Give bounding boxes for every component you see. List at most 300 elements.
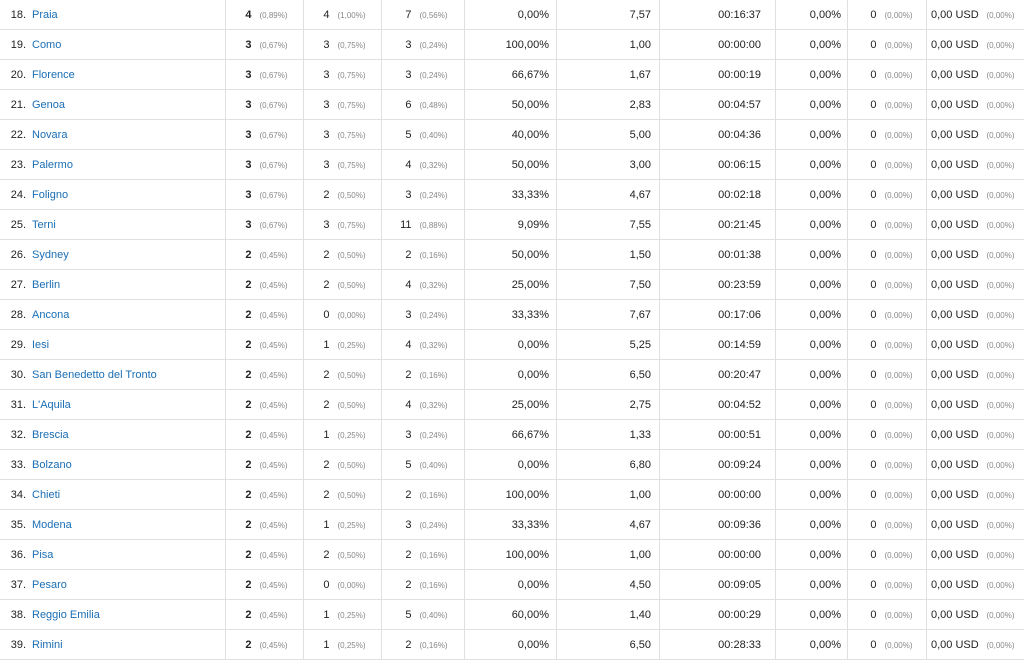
goal-value: 0,00 USD: [927, 30, 983, 60]
new-users-value: 3: [304, 90, 334, 120]
users-percent: (0,67%): [256, 60, 304, 90]
city-link[interactable]: Berlin: [32, 278, 61, 291]
goal-completions-value: 0: [848, 120, 881, 150]
goal-completions-percent: (0,00%): [881, 480, 927, 510]
table-row: [0, 540, 1024, 570]
new-users-percent: (1,00%): [334, 0, 382, 30]
session-duration: 00:09:24: [660, 450, 776, 480]
city-link[interactable]: Florence: [32, 68, 75, 81]
sessions-value: 4: [382, 390, 416, 420]
row-rank: 20.: [0, 60, 32, 90]
users-percent: (0,45%): [256, 270, 304, 300]
new-users-value: 1: [304, 600, 334, 630]
table-row: [0, 480, 1024, 510]
goal-value-percent: (0,00%): [983, 120, 1024, 150]
city-cell: [32, 180, 226, 210]
table-row: [0, 30, 1024, 60]
users-value: 3: [226, 60, 256, 90]
goal-completions-percent: (0,00%): [881, 360, 927, 390]
conversion-rate: 0,00%: [776, 0, 848, 30]
conversion-rate: 0,00%: [776, 360, 848, 390]
bounce-rate: 66,67%: [465, 420, 557, 450]
city-cell: [32, 300, 226, 330]
goal-value-percent: (0,00%): [983, 30, 1024, 60]
users-percent: (0,45%): [256, 600, 304, 630]
new-users-value: 2: [304, 240, 334, 270]
session-duration: 00:20:47: [660, 360, 776, 390]
table-row: [0, 90, 1024, 120]
sessions-value: 3: [382, 420, 416, 450]
city-link[interactable]: Modena: [32, 518, 72, 531]
goal-completions-value: 0: [848, 570, 881, 600]
new-users-percent: (0,75%): [334, 210, 382, 240]
new-users-percent: (0,50%): [334, 450, 382, 480]
city-link[interactable]: Praia: [32, 8, 58, 21]
new-users-percent: (0,50%): [334, 180, 382, 210]
new-users-value: 4: [304, 0, 334, 30]
goal-completions-percent: (0,00%): [881, 600, 927, 630]
session-duration: 00:00:51: [660, 420, 776, 450]
goal-completions-percent: (0,00%): [881, 540, 927, 570]
city-cell: [32, 570, 226, 600]
sessions-percent: (0,16%): [416, 540, 465, 570]
goal-value-percent: (0,00%): [983, 420, 1024, 450]
city-link[interactable]: Bolzano: [32, 458, 72, 471]
goal-completions-value: 0: [848, 360, 881, 390]
bounce-rate: 100,00%: [465, 30, 557, 60]
sessions-percent: (0,40%): [416, 450, 465, 480]
goal-completions-value: 0: [848, 240, 881, 270]
bounce-rate: 25,00%: [465, 270, 557, 300]
sessions-percent: (0,16%): [416, 360, 465, 390]
city-cell: [32, 360, 226, 390]
sessions-value: 5: [382, 450, 416, 480]
city-link[interactable]: Chieti: [32, 488, 61, 501]
pages-per-session: 6,50: [557, 630, 660, 660]
conversion-rate: 0,00%: [776, 240, 848, 270]
goal-value: 0,00 USD: [927, 390, 983, 420]
new-users-value: 2: [304, 450, 334, 480]
table-row: [0, 300, 1024, 330]
pages-per-session: 1,00: [557, 480, 660, 510]
goal-value: 0,00 USD: [927, 510, 983, 540]
goal-completions-value: 0: [848, 180, 881, 210]
city-link[interactable]: Pisa: [32, 548, 54, 561]
sessions-value: 2: [382, 360, 416, 390]
new-users-percent: (0,50%): [334, 240, 382, 270]
users-value: 3: [226, 30, 256, 60]
sessions-value: 4: [382, 330, 416, 360]
table-row: [0, 60, 1024, 90]
row-rank: 32.: [0, 420, 32, 450]
pages-per-session: 1,67: [557, 60, 660, 90]
users-value: 2: [226, 390, 256, 420]
new-users-value: 3: [304, 60, 334, 90]
city-link[interactable]: Rimini: [32, 638, 63, 651]
pages-per-session: 1,00: [557, 540, 660, 570]
sessions-percent: (0,40%): [416, 120, 465, 150]
sessions-value: 6: [382, 90, 416, 120]
pages-per-session: 1,50: [557, 240, 660, 270]
row-rank: 22.: [0, 120, 32, 150]
city-cell: [32, 30, 226, 60]
goal-value-percent: (0,00%): [983, 360, 1024, 390]
city-link[interactable]: L'Aquila: [32, 398, 71, 411]
city-cell: [32, 120, 226, 150]
sessions-percent: (0,24%): [416, 30, 465, 60]
users-percent: (0,45%): [256, 330, 304, 360]
conversion-rate: 0,00%: [776, 480, 848, 510]
new-users-value: 2: [304, 390, 334, 420]
goal-completions-value: 0: [848, 30, 881, 60]
new-users-percent: (0,25%): [334, 630, 382, 660]
new-users-percent: (0,25%): [334, 600, 382, 630]
goal-value: 0,00 USD: [927, 60, 983, 90]
sessions-value: 3: [382, 510, 416, 540]
row-rank: 19.: [0, 30, 32, 60]
bounce-rate: 40,00%: [465, 120, 557, 150]
table-row: [0, 330, 1024, 360]
city-link[interactable]: Novara: [32, 128, 68, 141]
city-link[interactable]: Palermo: [32, 158, 73, 171]
city-link[interactable]: Como: [32, 38, 62, 51]
goal-value: 0,00 USD: [927, 480, 983, 510]
new-users-value: 2: [304, 360, 334, 390]
users-percent: (0,45%): [256, 540, 304, 570]
sessions-value: 3: [382, 300, 416, 330]
sessions-value: 2: [382, 570, 416, 600]
row-rank: 27.: [0, 270, 32, 300]
bounce-rate: 0,00%: [465, 330, 557, 360]
goal-value-percent: (0,00%): [983, 540, 1024, 570]
city-link[interactable]: San Benedetto del Tronto: [32, 368, 157, 381]
sessions-percent: (0,24%): [416, 510, 465, 540]
conversion-rate: 0,00%: [776, 570, 848, 600]
sessions-value: 4: [382, 270, 416, 300]
goal-completions-value: 0: [848, 630, 881, 660]
sessions-percent: (0,48%): [416, 90, 465, 120]
users-value: 2: [226, 570, 256, 600]
table-row: [0, 510, 1024, 540]
goal-value-percent: (0,00%): [983, 90, 1024, 120]
goal-value: 0,00 USD: [927, 90, 983, 120]
users-value: 3: [226, 120, 256, 150]
pages-per-session: 6,80: [557, 450, 660, 480]
row-rank: 35.: [0, 510, 32, 540]
row-rank: 18.: [0, 0, 32, 30]
session-duration: 00:16:37: [660, 0, 776, 30]
sessions-percent: (0,40%): [416, 600, 465, 630]
bounce-rate: 33,33%: [465, 180, 557, 210]
users-percent: (0,67%): [256, 180, 304, 210]
row-rank: 28.: [0, 300, 32, 330]
sessions-value: 11: [382, 210, 416, 240]
session-duration: 00:01:38: [660, 240, 776, 270]
session-duration: 00:00:00: [660, 540, 776, 570]
goal-value-percent: (0,00%): [983, 330, 1024, 360]
city-cell: [32, 510, 226, 540]
goal-completions-percent: (0,00%): [881, 390, 927, 420]
new-users-percent: (0,25%): [334, 420, 382, 450]
city-cell: [32, 270, 226, 300]
conversion-rate: 0,00%: [776, 600, 848, 630]
session-duration: 00:02:18: [660, 180, 776, 210]
city-cell: [32, 630, 226, 660]
row-rank: 34.: [0, 480, 32, 510]
sessions-percent: (0,24%): [416, 180, 465, 210]
new-users-percent: (0,75%): [334, 60, 382, 90]
users-percent: (0,45%): [256, 420, 304, 450]
conversion-rate: 0,00%: [776, 60, 848, 90]
city-link[interactable]: Brescia: [32, 428, 69, 441]
users-value: 2: [226, 240, 256, 270]
goal-completions-percent: (0,00%): [881, 180, 927, 210]
new-users-value: 0: [304, 300, 334, 330]
goal-completions-value: 0: [848, 330, 881, 360]
sessions-percent: (0,32%): [416, 270, 465, 300]
sessions-value: 2: [382, 630, 416, 660]
goal-value: 0,00 USD: [927, 240, 983, 270]
goal-completions-percent: (0,00%): [881, 240, 927, 270]
conversion-rate: 0,00%: [776, 630, 848, 660]
session-duration: 00:04:36: [660, 120, 776, 150]
new-users-percent: (0,75%): [334, 150, 382, 180]
sessions-value: 2: [382, 540, 416, 570]
city-cell: [32, 150, 226, 180]
city-cell: [32, 480, 226, 510]
table-row: [0, 120, 1024, 150]
goal-completions-value: 0: [848, 150, 881, 180]
sessions-percent: (0,24%): [416, 420, 465, 450]
pages-per-session: 5,25: [557, 330, 660, 360]
bounce-rate: 0,00%: [465, 0, 557, 30]
city-cell: [32, 0, 226, 30]
session-duration: 00:00:00: [660, 480, 776, 510]
city-cell: [32, 240, 226, 270]
pages-per-session: 7,57: [557, 0, 660, 30]
new-users-percent: (0,25%): [334, 330, 382, 360]
bounce-rate: 0,00%: [465, 570, 557, 600]
row-rank: 24.: [0, 180, 32, 210]
users-value: 2: [226, 420, 256, 450]
new-users-percent: (0,75%): [334, 120, 382, 150]
new-users-percent: (0,50%): [334, 360, 382, 390]
users-value: 3: [226, 180, 256, 210]
bounce-rate: 0,00%: [465, 450, 557, 480]
users-value: 3: [226, 210, 256, 240]
new-users-value: 1: [304, 420, 334, 450]
new-users-value: 3: [304, 120, 334, 150]
sessions-percent: (0,24%): [416, 60, 465, 90]
goal-completions-value: 0: [848, 390, 881, 420]
conversion-rate: 0,00%: [776, 330, 848, 360]
goal-value: 0,00 USD: [927, 270, 983, 300]
session-duration: 00:23:59: [660, 270, 776, 300]
goal-value: 0,00 USD: [927, 360, 983, 390]
goal-value-percent: (0,00%): [983, 570, 1024, 600]
city-link[interactable]: Reggio Emilia: [32, 608, 100, 621]
users-value: 2: [226, 630, 256, 660]
row-rank: 30.: [0, 360, 32, 390]
session-duration: 00:09:36: [660, 510, 776, 540]
sessions-value: 4: [382, 150, 416, 180]
city-link[interactable]: Iesi: [32, 338, 50, 351]
sessions-value: 2: [382, 480, 416, 510]
pages-per-session: 1,00: [557, 30, 660, 60]
users-percent: (0,67%): [256, 150, 304, 180]
bounce-rate: 0,00%: [465, 630, 557, 660]
new-users-value: 0: [304, 570, 334, 600]
goal-value: 0,00 USD: [927, 120, 983, 150]
users-value: 3: [226, 90, 256, 120]
users-value: 3: [226, 150, 256, 180]
goal-completions-value: 0: [848, 90, 881, 120]
bounce-rate: 50,00%: [465, 240, 557, 270]
goal-completions-percent: (0,00%): [881, 300, 927, 330]
session-duration: 00:21:45: [660, 210, 776, 240]
conversion-rate: 0,00%: [776, 510, 848, 540]
table-row: [0, 240, 1024, 270]
bounce-rate: 60,00%: [465, 600, 557, 630]
table-row: [0, 270, 1024, 300]
city-cell: [32, 390, 226, 420]
users-percent: (0,45%): [256, 630, 304, 660]
city-cell: [32, 540, 226, 570]
pages-per-session: 1,33: [557, 420, 660, 450]
sessions-percent: (0,16%): [416, 240, 465, 270]
pages-per-session: 5,00: [557, 120, 660, 150]
city-link[interactable]: Terni: [32, 218, 56, 231]
new-users-percent: (0,75%): [334, 30, 382, 60]
bounce-rate: 25,00%: [465, 390, 557, 420]
goal-completions-value: 0: [848, 0, 881, 30]
pages-per-session: 4,67: [557, 510, 660, 540]
city-cell: [32, 450, 226, 480]
bounce-rate: 33,33%: [465, 510, 557, 540]
row-rank: 29.: [0, 330, 32, 360]
goal-completions-percent: (0,00%): [881, 330, 927, 360]
goal-value-percent: (0,00%): [983, 390, 1024, 420]
users-percent: (0,67%): [256, 210, 304, 240]
goal-completions-percent: (0,00%): [881, 60, 927, 90]
users-percent: (0,45%): [256, 450, 304, 480]
sessions-value: 3: [382, 60, 416, 90]
table-row: [0, 210, 1024, 240]
session-duration: 00:00:00: [660, 30, 776, 60]
goal-value-percent: (0,00%): [983, 450, 1024, 480]
bounce-rate: 50,00%: [465, 90, 557, 120]
row-rank: 36.: [0, 540, 32, 570]
pages-per-session: 3,00: [557, 150, 660, 180]
conversion-rate: 0,00%: [776, 180, 848, 210]
users-percent: (0,67%): [256, 30, 304, 60]
pages-per-session: 2,75: [557, 390, 660, 420]
users-percent: (0,67%): [256, 120, 304, 150]
session-duration: 00:14:59: [660, 330, 776, 360]
bounce-rate: 50,00%: [465, 150, 557, 180]
users-percent: (0,45%): [256, 300, 304, 330]
goal-value-percent: (0,00%): [983, 240, 1024, 270]
pages-per-session: 7,50: [557, 270, 660, 300]
goal-completions-percent: (0,00%): [881, 120, 927, 150]
users-percent: (0,45%): [256, 390, 304, 420]
sessions-value: 5: [382, 600, 416, 630]
goal-value-percent: (0,00%): [983, 270, 1024, 300]
city-link[interactable]: Pesaro: [32, 578, 67, 591]
sessions-percent: (0,16%): [416, 630, 465, 660]
new-users-percent: (0,50%): [334, 480, 382, 510]
goal-value-percent: (0,00%): [983, 510, 1024, 540]
conversion-rate: 0,00%: [776, 30, 848, 60]
conversion-rate: 0,00%: [776, 540, 848, 570]
sessions-value: 5: [382, 120, 416, 150]
goal-value: 0,00 USD: [927, 210, 983, 240]
row-rank: 39.: [0, 630, 32, 660]
new-users-value: 3: [304, 150, 334, 180]
pages-per-session: 1,40: [557, 600, 660, 630]
goal-value: 0,00 USD: [927, 540, 983, 570]
city-link[interactable]: Foligno: [32, 188, 69, 201]
city-link[interactable]: Ancona: [32, 308, 70, 321]
users-value: 2: [226, 480, 256, 510]
goal-value-percent: (0,00%): [983, 630, 1024, 660]
goal-completions-value: 0: [848, 60, 881, 90]
city-link[interactable]: Genoa: [32, 98, 66, 111]
row-rank: 37.: [0, 570, 32, 600]
goal-value-percent: (0,00%): [983, 0, 1024, 30]
new-users-value: 2: [304, 480, 334, 510]
conversion-rate: 0,00%: [776, 390, 848, 420]
goal-completions-percent: (0,00%): [881, 30, 927, 60]
goal-completions-percent: (0,00%): [881, 90, 927, 120]
session-duration: 00:00:19: [660, 60, 776, 90]
city-cell: [32, 600, 226, 630]
sessions-value: 3: [382, 30, 416, 60]
session-duration: 00:06:15: [660, 150, 776, 180]
users-value: 4: [226, 0, 256, 30]
new-users-value: 1: [304, 630, 334, 660]
goal-value-percent: (0,00%): [983, 600, 1024, 630]
conversion-rate: 0,00%: [776, 90, 848, 120]
city-link[interactable]: Sydney: [32, 248, 69, 261]
new-users-value: 3: [304, 210, 334, 240]
table-row: [0, 360, 1024, 390]
goal-value-percent: (0,00%): [983, 180, 1024, 210]
new-users-percent: (0,50%): [334, 270, 382, 300]
goal-completions-value: 0: [848, 450, 881, 480]
sessions-percent: (0,16%): [416, 480, 465, 510]
table-row: [0, 570, 1024, 600]
city-cell: [32, 60, 226, 90]
goal-value: 0,00 USD: [927, 450, 983, 480]
goal-completions-percent: (0,00%): [881, 570, 927, 600]
goal-value: 0,00 USD: [927, 420, 983, 450]
sessions-value: 7: [382, 0, 416, 30]
goal-completions-value: 0: [848, 210, 881, 240]
conversion-rate: 0,00%: [776, 150, 848, 180]
table-row: [0, 180, 1024, 210]
goal-completions-percent: (0,00%): [881, 420, 927, 450]
sessions-percent: (0,88%): [416, 210, 465, 240]
users-percent: (0,45%): [256, 510, 304, 540]
new-users-value: 2: [304, 180, 334, 210]
pages-per-session: 4,67: [557, 180, 660, 210]
row-rank: 38.: [0, 600, 32, 630]
users-value: 2: [226, 540, 256, 570]
city-cell: [32, 210, 226, 240]
pages-per-session: 2,83: [557, 90, 660, 120]
session-duration: 00:04:52: [660, 390, 776, 420]
